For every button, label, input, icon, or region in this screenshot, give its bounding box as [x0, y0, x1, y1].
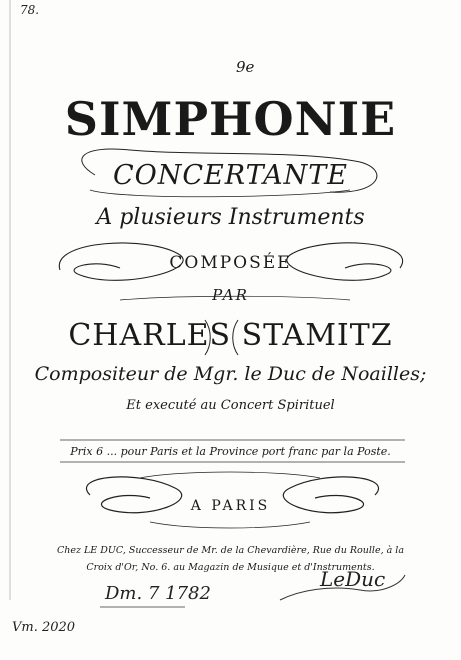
composed-label: COMPOSÉE: [169, 253, 292, 273]
city: A PARIS: [190, 498, 271, 514]
publisher-signature: LeDuc: [320, 567, 386, 591]
performance-note: Et executé au Concert Spirituel: [126, 398, 335, 413]
instrumentation: A plusieurs Instruments: [96, 205, 365, 230]
ordinal-number: 9e: [236, 58, 255, 76]
publisher-line-2: Croix d'Or, No. 6. au Magazin de Musique et d'Instruments.: [86, 562, 375, 573]
shelfmark-bottom: Vm. 2020: [12, 620, 76, 635]
page-title: SIMPHONIE: [64, 92, 397, 146]
subtitle: CONCERTANTE: [112, 160, 348, 191]
composer-name: CHARLES STAMITZ: [68, 318, 393, 353]
date-mark: Dm. 7 1782: [105, 583, 211, 604]
by-label: PAR: [212, 286, 249, 304]
composer-role: Compositeur de Mgr. le Duc de Noailles;: [34, 363, 427, 385]
publisher-line-1: Chez LE DUC, Successeur de Mr. de la Chevardière, Rue du Roulle, à la: [56, 545, 405, 556]
price-line: Prix 6 ... pour Paris et la Province port franc par la Poste.: [70, 445, 391, 458]
shelfmark-top: 78.: [20, 3, 40, 17]
